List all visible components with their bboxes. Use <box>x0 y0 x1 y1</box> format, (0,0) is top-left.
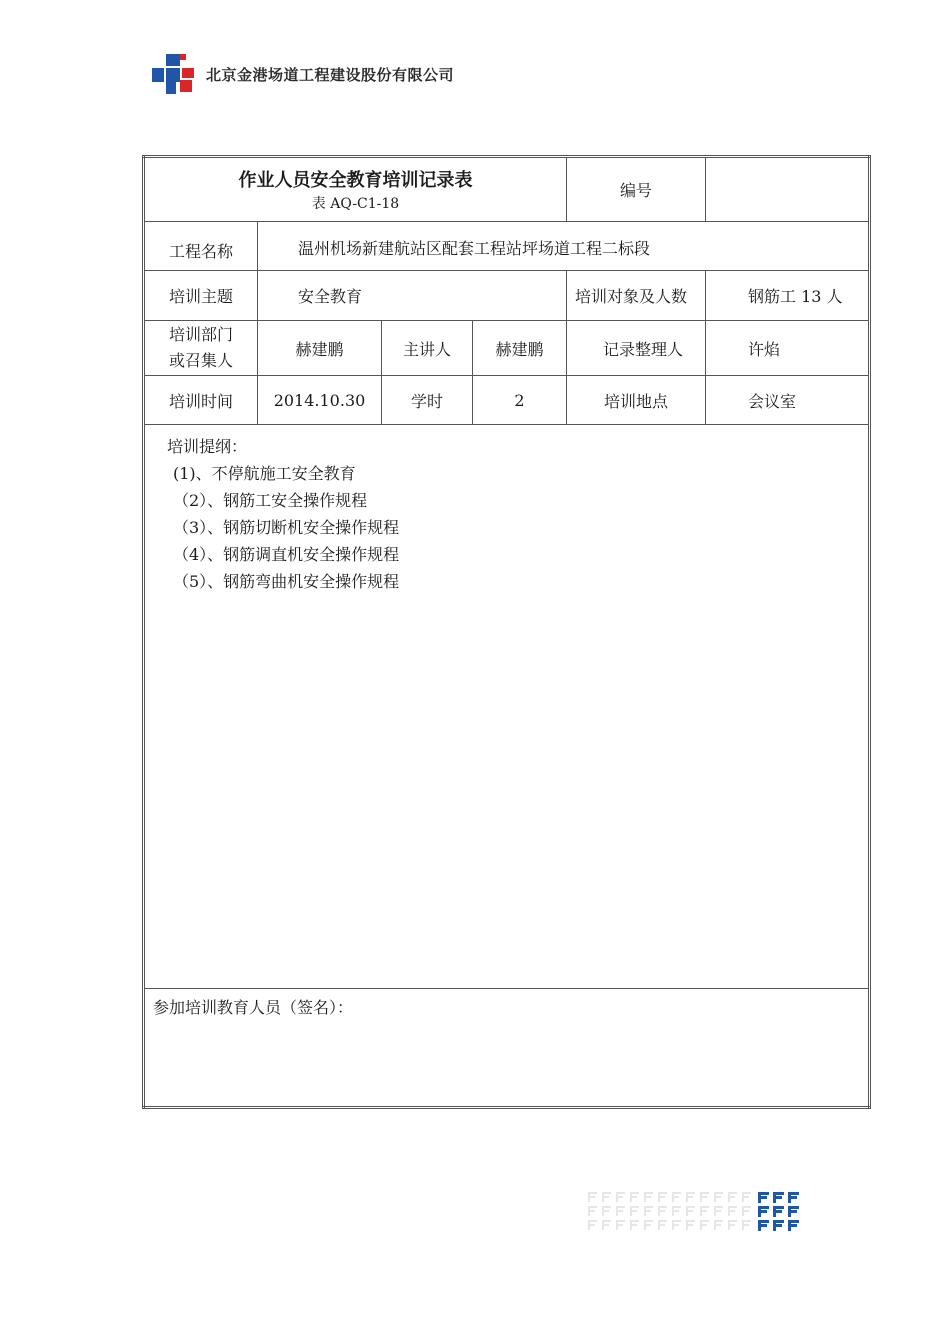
signature-label: 参加培训教育人员（签名）： <box>153 998 354 1017</box>
page-header <box>150 52 454 96</box>
audience-value: 钢筋工 13 人 <box>706 271 870 321</box>
serial-value-field[interactable] <box>706 157 870 222</box>
audience-label: 培训对象及人数 <box>567 271 706 321</box>
outline-item: （3）、钢筋切断机安全操作规程 <box>173 518 400 537</box>
location-label: 培训地点 <box>567 376 706 425</box>
topic-row <box>144 271 870 321</box>
outline-cell <box>144 425 870 989</box>
department-row <box>144 321 870 376</box>
topic-label: 培训主题 <box>144 271 258 321</box>
project-label: 工程名称 <box>144 222 258 271</box>
outline-item: （4）、钢筋调直机安全操作规程 <box>173 545 400 564</box>
recorder-label: 记录整理人 <box>567 321 706 376</box>
department-value: 赫建鹏 <box>258 321 382 376</box>
department-label-line2: 或召集人 <box>169 351 234 370</box>
time-label: 培训时间 <box>144 376 258 425</box>
signature-row <box>144 989 870 1108</box>
form-title-row <box>144 157 870 222</box>
form-code: 表 AQ-C1-18 <box>311 196 400 212</box>
project-row <box>144 222 870 271</box>
training-record-form <box>142 155 871 1109</box>
form-title-cell <box>144 157 567 222</box>
signature-cell[interactable] <box>144 989 870 1108</box>
hours-value: 2 <box>473 376 567 425</box>
company-name: 北京金港场道工程建设股份有限公司 <box>206 65 455 84</box>
footer-pattern-logo-icon <box>588 1190 803 1234</box>
department-label <box>144 321 258 376</box>
form-title: 作业人员安全教育培训记录表 <box>238 170 473 191</box>
hours-label: 学时 <box>382 376 473 425</box>
company-logo-icon <box>150 52 196 96</box>
recorder-value: 许焰 <box>706 321 870 376</box>
speaker-value: 赫建鹏 <box>473 321 567 376</box>
time-row <box>144 376 870 425</box>
outline-item: （5）、钢筋弯曲机安全操作规程 <box>173 572 400 591</box>
serial-label: 编号 <box>567 157 706 222</box>
topic-value: 安全教育 <box>258 271 567 321</box>
project-value: 温州机场新建航站区配套工程站坪场道工程二标段 <box>258 222 870 271</box>
outline-label: 培训提纲： <box>167 437 248 456</box>
department-label-line1: 培训部门 <box>169 325 234 344</box>
time-value: 2014.10.30 <box>258 376 382 425</box>
outline-row <box>144 425 870 989</box>
location-value: 会议室 <box>706 376 870 425</box>
speaker-label: 主讲人 <box>382 321 473 376</box>
outline-item: （2）、钢筋工安全操作规程 <box>173 491 368 510</box>
outline-item: (1)、不停航施工安全教育 <box>173 464 356 483</box>
